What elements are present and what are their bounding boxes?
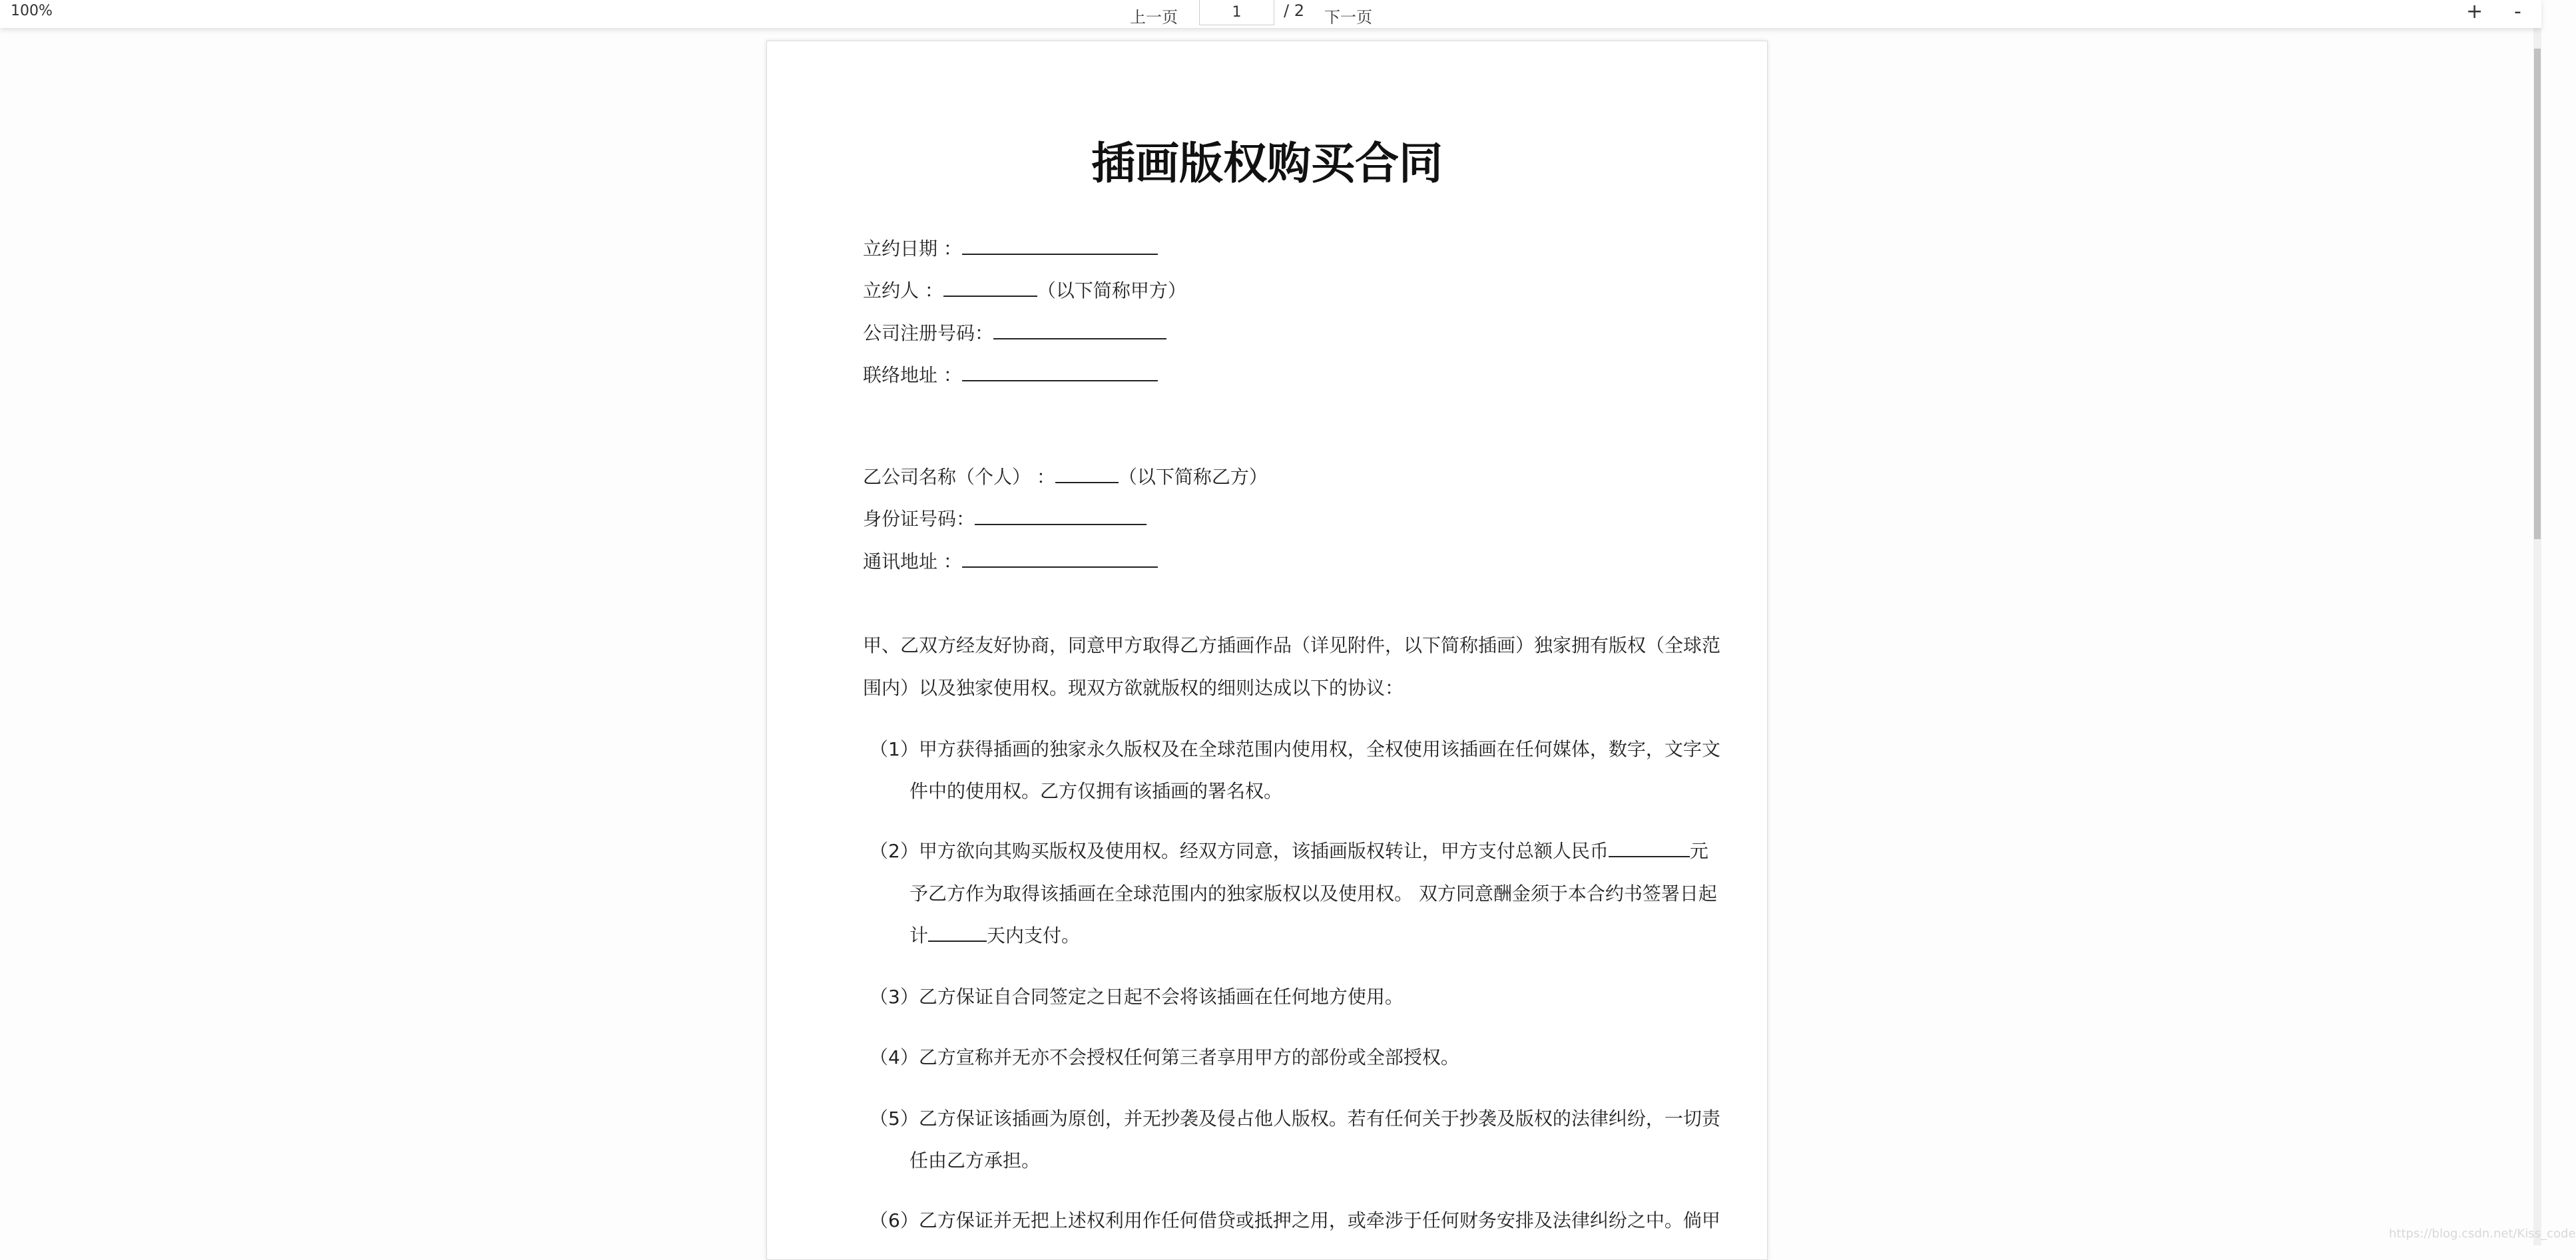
field-address [863, 361, 1158, 387]
field-label: 通讯地址 ： [863, 550, 962, 572]
blank-line [962, 364, 1158, 381]
clause-2-cont [909, 921, 1080, 948]
intro-line: 甲、乙双方经友好协商，同意甲方取得乙方插画作品（详见附件，以下简称插画）独家拥有版权（全球范 [863, 634, 1721, 656]
clause-2-cont: 予乙方作为取得该插画在全球范围内的独家版权以及使用权。 双方同意酬金须于本合约书签署日起 [909, 883, 1717, 905]
field-party-b [863, 463, 1268, 489]
clause-2 [870, 837, 1708, 863]
field-suffix: （以下简称甲方） [1037, 280, 1186, 302]
field-company-reg [863, 319, 1166, 345]
field-party-a [863, 276, 1186, 303]
clause-1: （1）甲方获得插画的独家永久版权及在全球范围内使用权，全权使用该插画在任何媒体，数字，文字文 [870, 738, 1720, 760]
field-label: 立约人 ： [863, 280, 943, 302]
next-page-button[interactable]: 下一页 [1324, 8, 1372, 27]
blank-line [962, 550, 1158, 568]
blank-line [928, 925, 987, 942]
document-page [766, 41, 1768, 1260]
clause-text: 计 [909, 925, 929, 946]
clause-text: 元 [1689, 840, 1708, 862]
clause-3: （3）乙方保证自合同签定之日起不会将该插画在任何地方使用。 [870, 986, 1404, 1008]
clause-text: （2）甲方欲向其购买版权及使用权。经双方同意，该插画版权转让，甲方支付总额人民币 [870, 840, 1609, 862]
clause-6: （6）乙方保证并无把上述权利用作任何借贷或抵押之用，或牵涉于任何财务安排及法律纠纷之中。倘甲 [870, 1209, 1720, 1231]
field-label: 身份证号码： [863, 508, 975, 530]
field-date [863, 234, 1158, 261]
prev-page-button[interactable]: 上一页 [1130, 8, 1178, 27]
zoom-in-button[interactable]: + [2466, 0, 2483, 23]
clause-text: 天内支付。 [987, 925, 1081, 946]
zoom-level: 100% [11, 3, 53, 19]
field-label: 联络地址 ： [863, 364, 962, 386]
page-number-input[interactable]: 1 [1199, 0, 1274, 25]
blank-line [993, 322, 1166, 339]
field-label: 公司注册号码： [863, 322, 994, 344]
page-total: / 2 [1284, 1, 1304, 20]
watermark: https://blog.csdn.net/Kiss_code [2389, 1227, 2576, 1241]
field-suffix: （以下简称乙方） [1118, 466, 1268, 488]
pdf-toolbar [0, 0, 2541, 28]
clause-4: （4）乙方宣称并无亦不会授权任何第三者享用甲方的部份或全部授权。 [870, 1046, 1459, 1068]
clause-5: （5）乙方保证该插画为原创，并无抄袭及侵占他人版权。若有任何关于抄袭及版权的法律纠纷，一切责 [870, 1108, 1720, 1130]
field-label: 立约日期 ： [863, 238, 962, 260]
blank-line [943, 280, 1037, 297]
field-mail-address [863, 547, 1158, 574]
blank-line [962, 238, 1158, 255]
blank-line [1609, 840, 1690, 857]
field-id-number [863, 505, 1147, 531]
document-title: 插画版权购买合同 [1091, 138, 1443, 189]
blank-line [975, 508, 1147, 525]
intro-line: 围内）以及独家使用权。现双方欲就版权的细则达成以下的协议： [863, 677, 1404, 699]
vertical-scrollbar[interactable] [2533, 28, 2541, 1245]
clause-5-cont: 任由乙方承担。 [909, 1150, 1041, 1171]
field-label: 乙公司名称（个人） ： [863, 466, 1055, 488]
clause-1-cont: 件中的使用权。乙方仅拥有该插画的署名权。 [909, 780, 1283, 802]
zoom-out-button[interactable]: - [2514, 0, 2521, 23]
scrollbar-thumb[interactable] [2534, 49, 2541, 539]
blank-line [1055, 466, 1119, 483]
